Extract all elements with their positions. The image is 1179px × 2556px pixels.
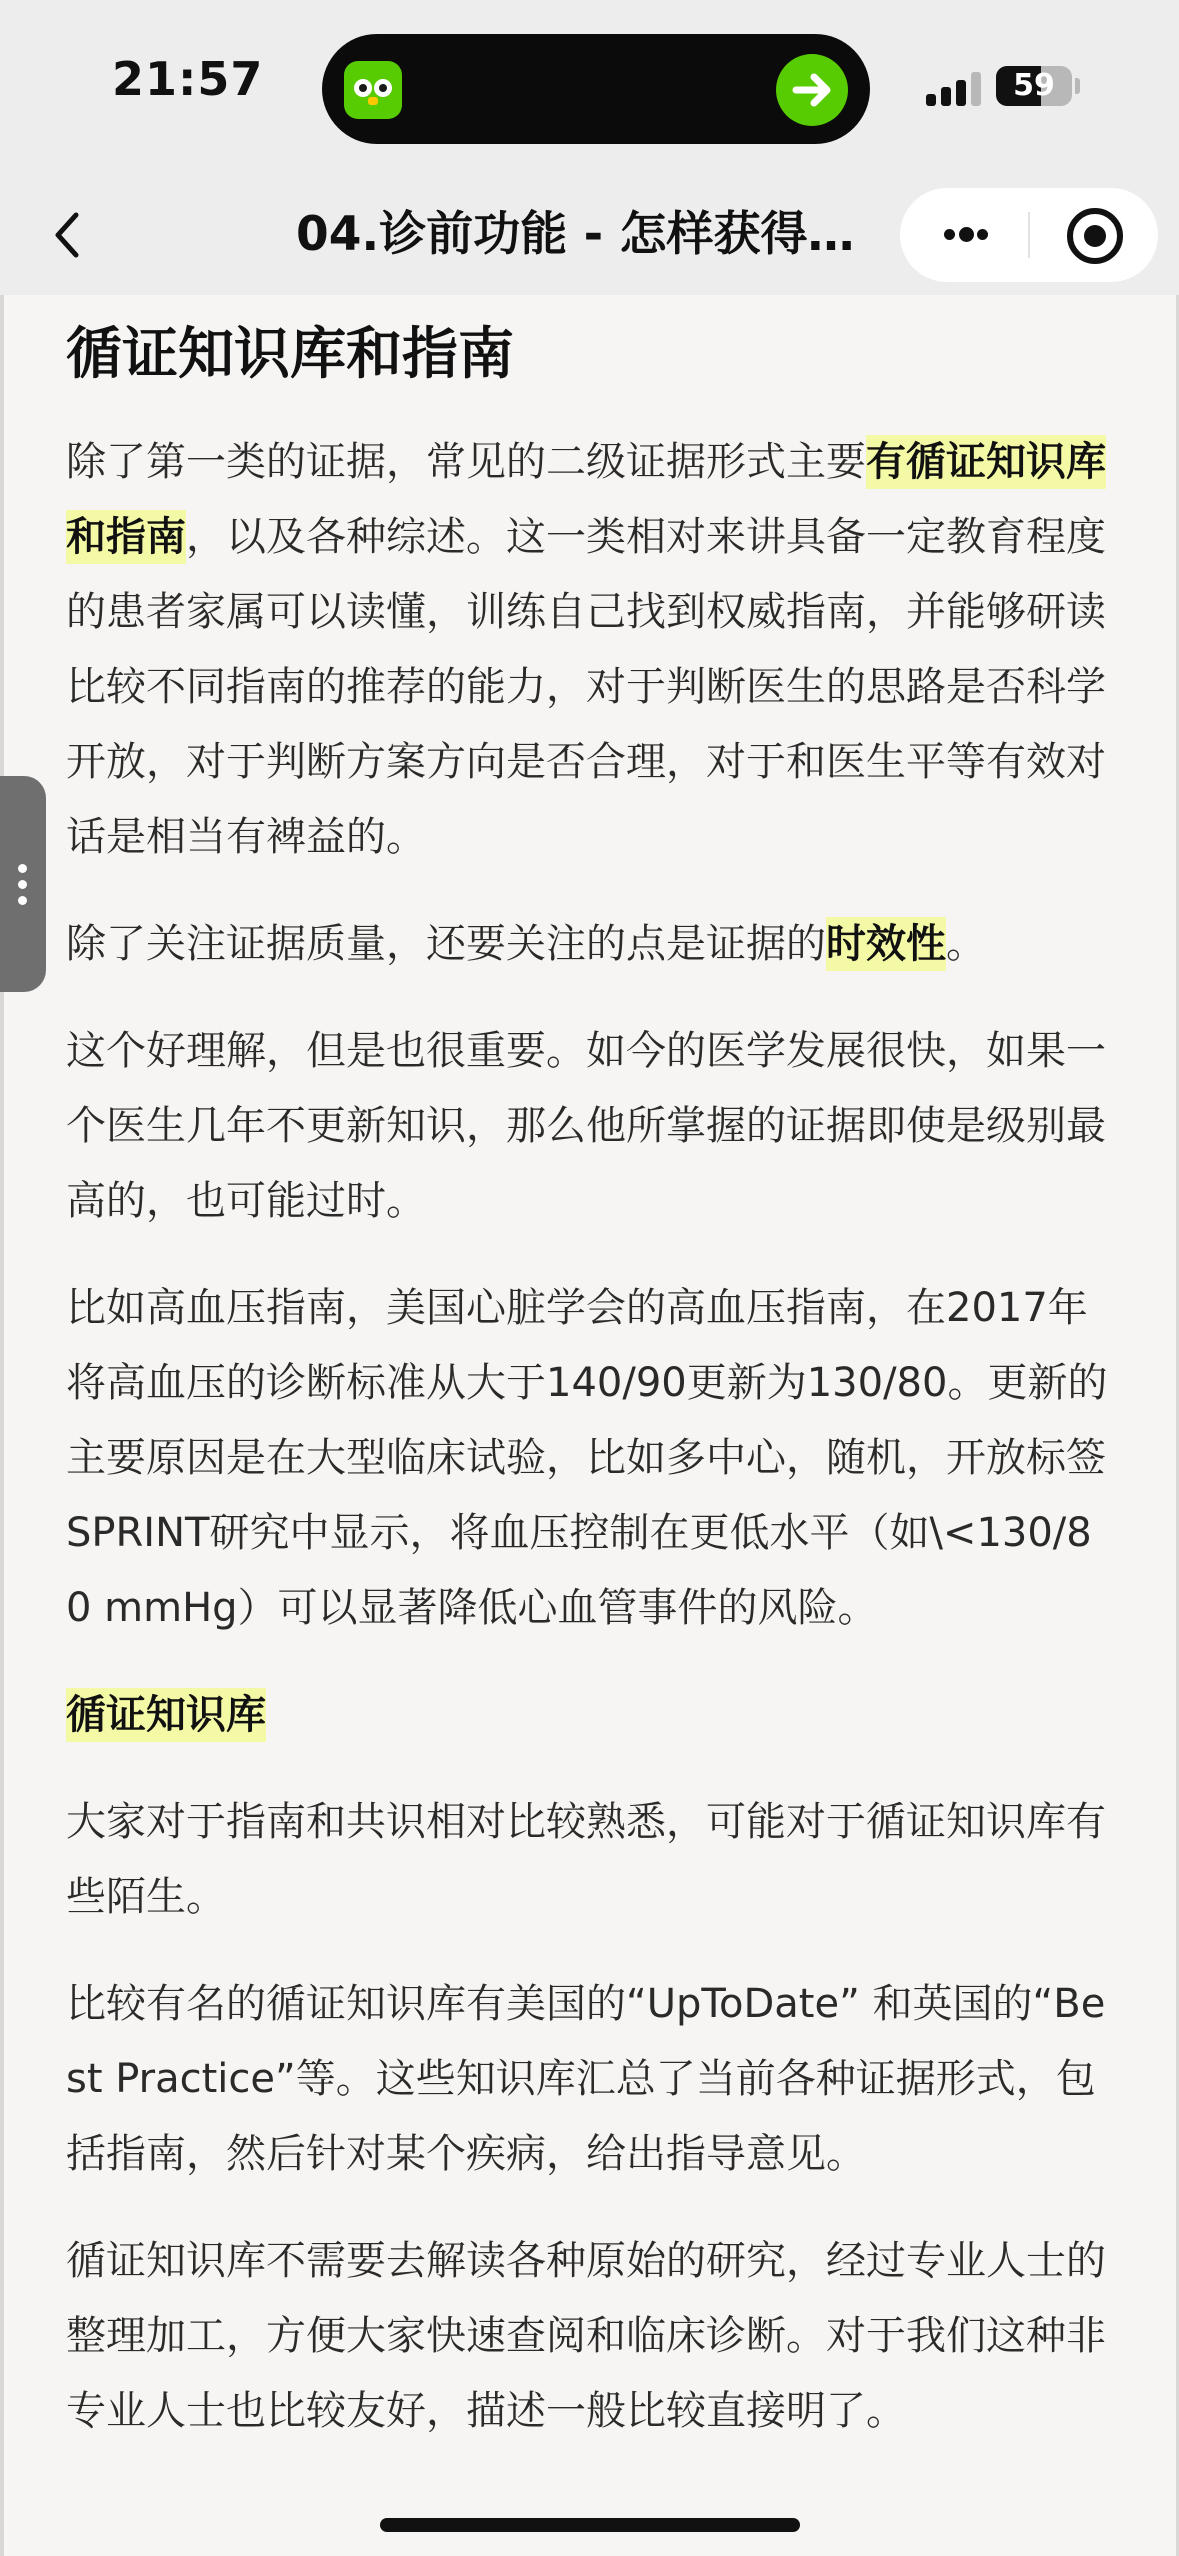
close-button[interactable] bbox=[1030, 188, 1158, 282]
chevron-left-icon bbox=[40, 197, 110, 273]
dynamic-island[interactable] bbox=[322, 34, 870, 144]
battery-level: 59 bbox=[1013, 68, 1055, 103]
arrow-right-icon[interactable] bbox=[776, 54, 848, 126]
highlighted-text: 时效性 bbox=[826, 917, 946, 971]
status-time: 21:57 bbox=[112, 52, 264, 106]
home-indicator[interactable] bbox=[380, 2518, 800, 2532]
page-title: 04.诊前功能 - 怎样获得… bbox=[296, 207, 855, 262]
cellular-signal-icon bbox=[926, 72, 982, 106]
status-bar bbox=[0, 0, 1179, 175]
article-body bbox=[66, 321, 1111, 2481]
duolingo-owl-icon bbox=[344, 61, 402, 119]
paragraph-text: 除了第一类的证据，常见的二级证据形式主要 bbox=[66, 439, 866, 485]
sub-heading bbox=[66, 1678, 1111, 1753]
battery-cap bbox=[1075, 78, 1080, 94]
paragraph: 大家对于指南和共识相对比较熟悉，可能对于循证知识库有些陌生。 bbox=[66, 1799, 1106, 1920]
article-scroll-area[interactable] bbox=[0, 295, 1179, 2556]
section-heading: 循证知识库和指南 bbox=[66, 322, 514, 387]
paragraph: 这个好理解，但是也很重要。如今的医学发展很快，如果一个医生几年不更新知识，那么他所掌握的证据即使是级别最高的，也可能过时。 bbox=[66, 1028, 1106, 1224]
nav-bar bbox=[0, 175, 1179, 295]
paragraph: 比如高血压指南，美国心脏学会的高血压指南，在2017年将高血压的诊断标准从大于140/90更新为130/80。更新的主要原因是在大型临床试验，比如多中心，随机，开放标签SPRINT研究中显示，将血压控制在更低水平（如\<130/80 mmHg）可以显著降低心血管事件的风险。 bbox=[66, 1285, 1108, 1631]
mini-program-capsule bbox=[900, 188, 1158, 282]
highlighted-text: 有循证知识库和指南 bbox=[66, 435, 1106, 564]
paragraph: 比较有名的循证知识库有美国的“UpToDate” 和英国的“Best Practice”等。这些知识库汇总了当前各种证据形式，包括指南，然后针对某个疾病，给出指导意见。 bbox=[66, 1981, 1106, 2177]
paragraph-text: 除了关注证据质量，还要关注的点是证据的 bbox=[66, 921, 826, 967]
paragraph-text: ，以及各种综述。这一类相对来讲具备一定教育程度的患者家属可以读懂，训练自己找到权威指南，并能够研读比较不同指南的推荐的能力，对于判断医生的思路是否科学开放，对于判断方案方向是否合理，对于和医生平等有效对话是相当有裨益的。 bbox=[66, 514, 1106, 860]
battery-icon bbox=[996, 66, 1072, 106]
content-edge bbox=[0, 295, 4, 2556]
back-button[interactable] bbox=[40, 197, 110, 273]
paragraph bbox=[66, 425, 1111, 875]
paragraph: 循证知识库不需要去解读各种原始的研究，经过专业人士的整理加工，方便大家快速查阅和临床诊断。对于我们这种非专业人士也比较友好，描述一般比较直接明了。 bbox=[66, 2238, 1106, 2434]
highlighted-text: 循证知识库 bbox=[66, 1688, 266, 1742]
paragraph-text: 。 bbox=[946, 921, 986, 967]
side-drawer-handle[interactable] bbox=[0, 776, 46, 992]
more-button[interactable] bbox=[900, 188, 1028, 282]
paragraph bbox=[66, 907, 1111, 982]
